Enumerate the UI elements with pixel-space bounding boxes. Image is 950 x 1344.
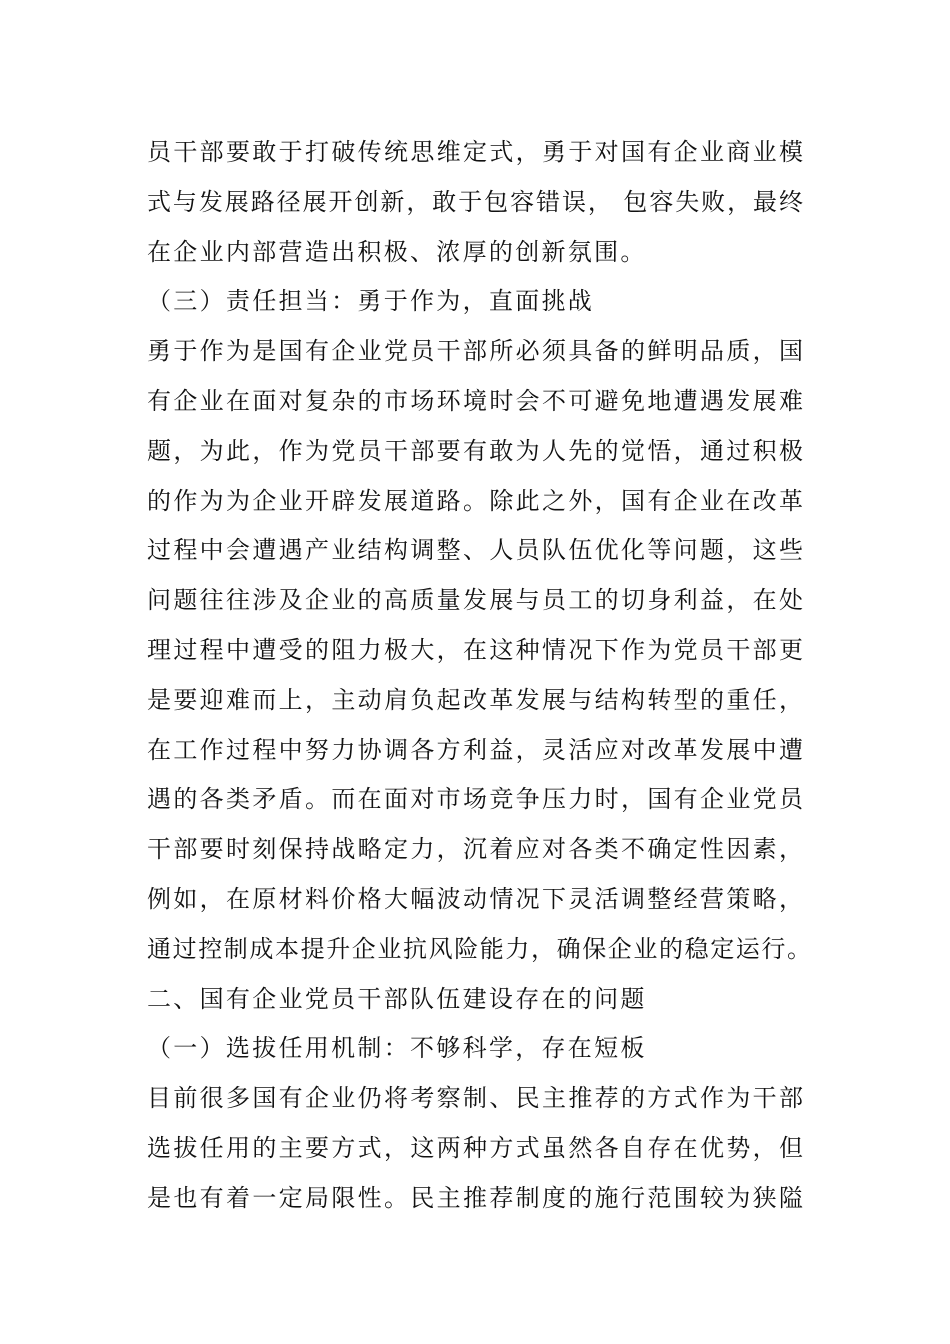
text-line: 选拔任用的主要方式，这两种方式虽然各自存在优势，但: [147, 1134, 803, 1162]
text-line: 通过控制成本提升企业抗风险能力，确保企业的稳定运行。: [147, 934, 811, 963]
text-line: 在企业内部营造出积极、浓厚的创新氛围。: [147, 237, 647, 266]
text-line: 理过程中遭受的阻力极大，在这种情况下作为党员干部更: [147, 636, 803, 664]
text-line: 目前很多国有企业仍将考察制、民主推荐的方式作为干部: [147, 1084, 803, 1113]
text-line: 是也有着一定局限性。民主推荐制度的施行范围较为狭隘: [147, 1183, 803, 1212]
text-line: 有企业在面对复杂的市场环境时会不可避免地遭遇发展难: [147, 387, 803, 415]
text-line: 干部要时刻保持战略定力，沉着应对各类不确定性因素，: [147, 835, 803, 864]
text-line: 在工作过程中努力协调各方利益，灵活应对改革发展中遭: [147, 735, 803, 764]
text-line: 式与发展路径展开创新，敢于包容错误， 包容失败，最终: [147, 187, 803, 216]
section-heading: （一）选拔任用机制：不够科学，存在短板: [147, 1034, 647, 1063]
chapter-heading: 二、国有企业党员干部队伍建设存在的问题: [147, 984, 647, 1013]
text-line: 题，为此，作为党员干部要有敢为人先的觉悟，通过积极: [147, 436, 803, 465]
text-line: 过程中会遭遇产业结构调整、人员队伍优化等问题，这些: [147, 536, 803, 565]
text-line: 的作为为企业开辟发展道路。除此之外，国有企业在改革: [147, 486, 803, 515]
text-line: 例如，在原材料价格大幅波动情况下灵活调整经营策略，: [147, 885, 803, 913]
text-line: 问题往往涉及企业的高质量发展与员工的切身利益，在处: [147, 586, 803, 615]
text-line: 遇的各类矛盾。而在面对市场竞争压力时，国有企业党员: [147, 785, 803, 814]
text-line: 勇于作为是国有企业党员干部所必须具备的鲜明品质，国: [147, 337, 803, 366]
text-line: 是要迎难而上，主动肩负起改革发展与结构转型的重任，: [147, 685, 803, 714]
section-heading: （三）责任担当：勇于作为，直面挑战: [147, 287, 595, 316]
text-line: 员干部要敢于打破传统思维定式，勇于对国有企业商业模: [147, 138, 803, 166]
